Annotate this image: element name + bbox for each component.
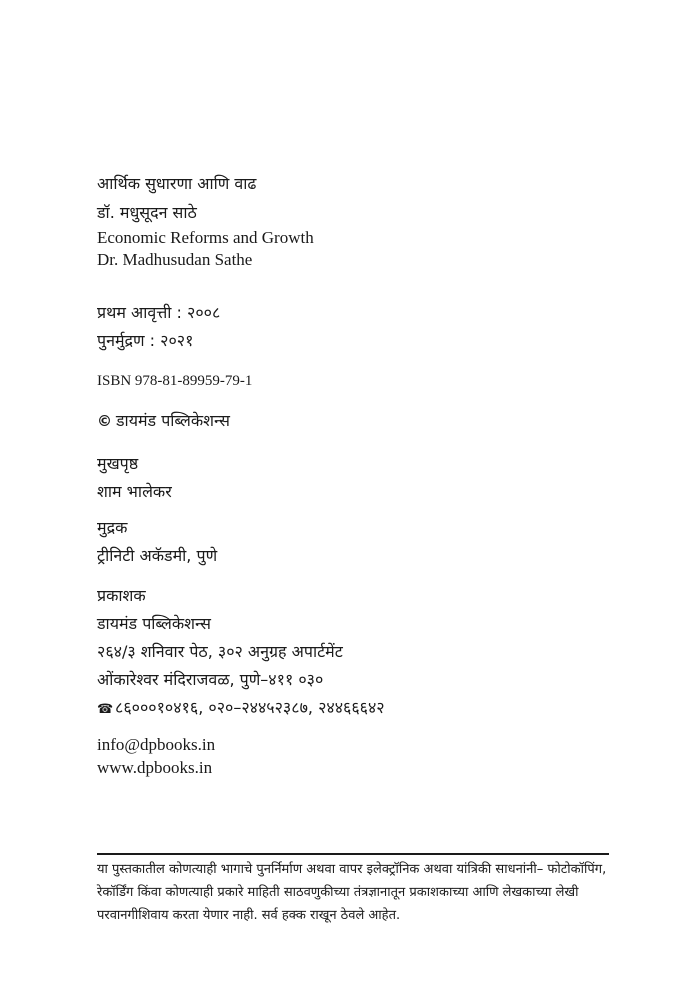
copyright-holder: डायमंड पब्लिकेशन्स <box>116 411 230 430</box>
telephone-icon: ☎ <box>97 702 114 717</box>
rights-notice: या पुस्तकातील कोणत्याही भागाचे पुनर्निर्माण अथवा वापर इलेक्ट्रॉनिक अथवा यांत्रिकी साधनांनी– फोटोकॉपिंग, रेकॉर्डिंग किंवा कोणत्याही प्रकारे माहिती साठवणुकीच्या तंत्रज्ञानातून प्रकाशकाच्या आणि लेखकाच्या लेखी परवानगीशिवाय करता येणार नाही. सर्व हक्क राखून ठेवले आहेत. <box>97 862 607 923</box>
reprint-edition: पुनर्मुद्रण : २०२१ <box>97 331 194 350</box>
publisher-name: डायमंड पब्लिकेशन्स <box>97 614 211 633</box>
cover-label: मुखपृष्ठ <box>97 454 139 473</box>
english-author-name: Dr. Madhusudan Sathe <box>97 250 253 269</box>
publisher-address-line-2: ओंकारेश्वर मंदिराजवळ, पुणे–४११ ०३० <box>97 670 324 689</box>
publisher-phones: ८६०००१०४१६, ०२०–२४४५२३८७, २४४६६६४२ <box>115 698 385 717</box>
publisher-phones-line <box>97 700 385 716</box>
english-book-title: Economic Reforms and Growth <box>97 228 314 247</box>
publisher-address-line-1: २६४/३ शनिवार पेठ, ३०२ अनुग्रह अपार्टमेंट <box>97 642 343 661</box>
marathi-book-title: आर्थिक सुधारणा आणि वाढ <box>97 174 257 193</box>
divider <box>97 853 609 855</box>
publisher-website[interactable]: www.dpbooks.in <box>97 758 213 777</box>
publisher-email[interactable]: info@dpbooks.in <box>97 735 216 754</box>
first-edition: प्रथम आवृत्ती : २००८ <box>97 303 221 322</box>
printer-name: ट्रीनिटी अकॅडमी, पुणे <box>97 546 218 565</box>
printer-label: मुद्रक <box>97 518 128 537</box>
cover-artist: शाम भालेकर <box>97 482 172 501</box>
marathi-author-name: डॉ. मधुसूदन साठे <box>97 203 197 222</box>
copyright-line <box>97 413 230 429</box>
publisher-label: प्रकाशक <box>97 586 146 605</box>
copyright-icon: © <box>97 412 112 430</box>
isbn: ISBN 978-81-89959-79-1 <box>97 373 253 389</box>
